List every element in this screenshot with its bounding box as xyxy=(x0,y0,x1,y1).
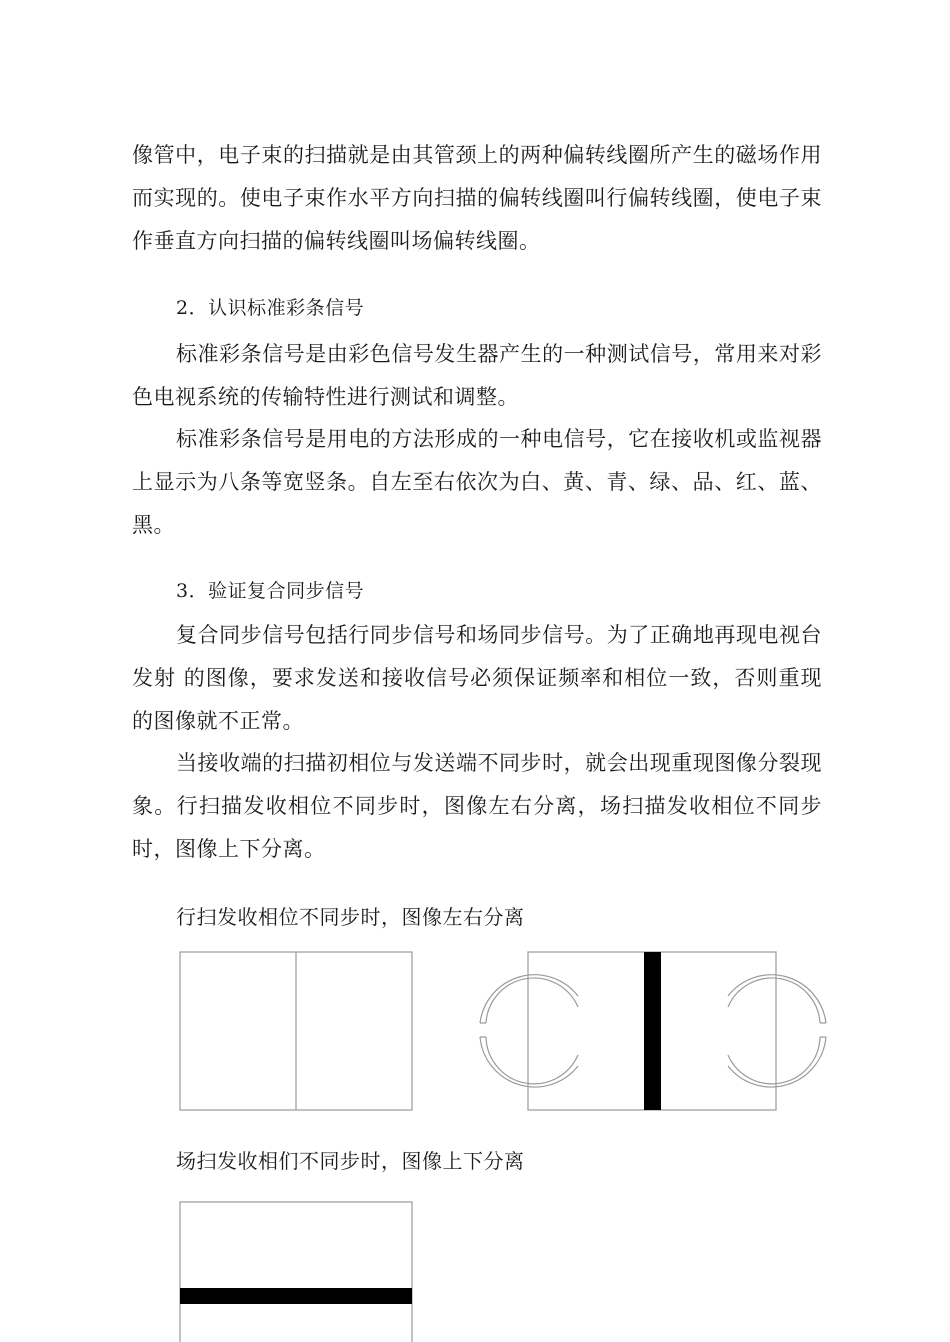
horizontal-split-caption: 行扫发收相位不同步时，图像左右分离 xyxy=(176,905,525,929)
section-2-paragraph-2: 标准彩条信号是用电的方法形成的一种电信号，它在接收机或监视器上显示为八条等宽竖条。自左至右依次为白、黄、青、绿、品、红、蓝、黑。 xyxy=(132,427,822,537)
intro-paragraph: 像管中，电子束的扫描就是由其管颈上的两种偏转线圈所产生的磁场作用而实现的。使电子束作水平方向扫描的偏转线圈叫行偏转线圈，使电子束作垂直方向扫描的偏转线圈叫场偏转线圈。 xyxy=(132,143,822,253)
section-2-paragraph-1: 标准彩条信号是由彩色信号发生器产生的一种测试信号，常用来对彩色电视系统的传输特性进行测试和调整。 xyxy=(132,342,822,409)
vertical-split-figure xyxy=(179,1201,415,1342)
section-3-paragraph-1: 复合同步信号包括行同步信号和场同步信号。为了正确地再现电视台发射 的图像，要求发送和接收信号必须保证频率和相位一致，否则重现的图像就不正常。 xyxy=(132,623,822,733)
horizontal-split-figure xyxy=(474,951,832,1113)
vertical-split-caption: 场扫发收相们不同步时，图像上下分离 xyxy=(176,1149,525,1173)
section-2-heading: 2．认识标准彩条信号 xyxy=(176,297,365,319)
section-3-heading: 3．验证复合同步信号 xyxy=(176,580,365,602)
horizontal-normal-figure xyxy=(179,951,415,1113)
section-3-paragraph-2: 当接收端的扫描初相位与发送端不同步时，就会出现重现图像分裂现象。行扫描发收相位不同步时，图像左右分离，场扫描发收相位不同步时，图像上下分离。 xyxy=(132,751,822,861)
